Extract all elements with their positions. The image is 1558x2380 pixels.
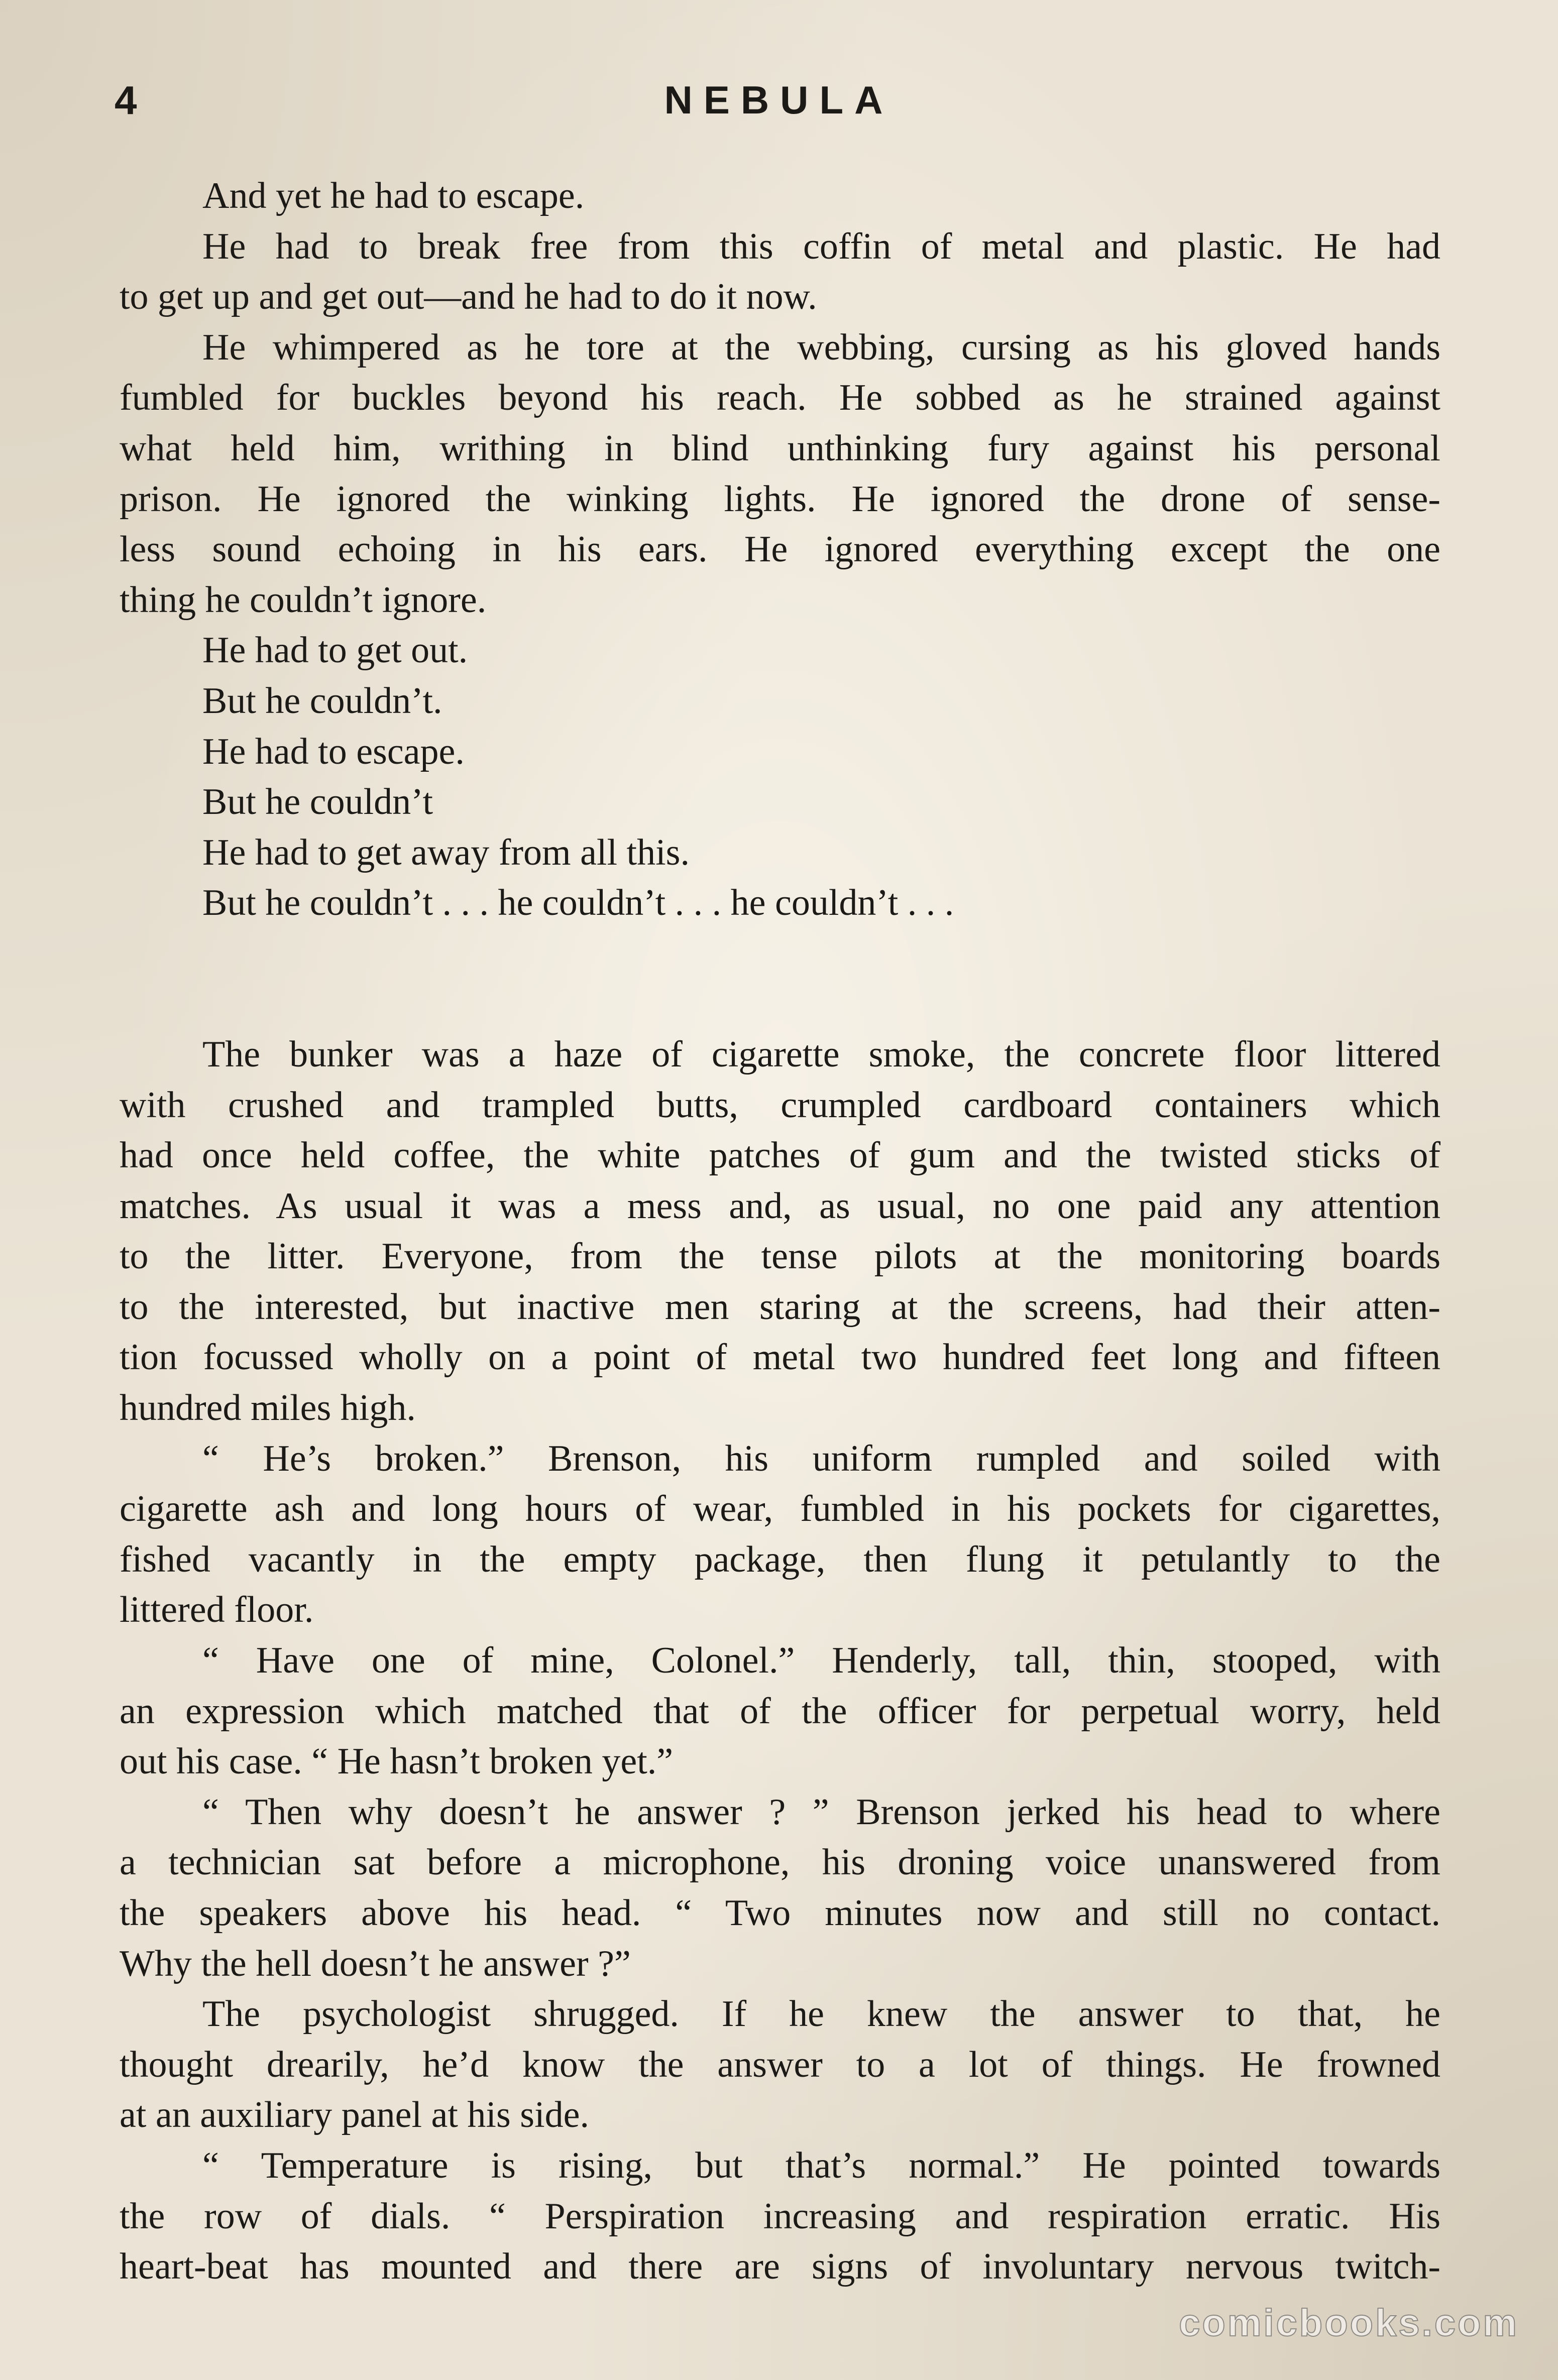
text-line: to get up and get out—and he had to do it now. bbox=[120, 276, 817, 318]
running-head-title: NEBULA bbox=[664, 78, 894, 122]
text-line: matches. As usual it was a mess and, as usual, no one paid any attention bbox=[120, 1185, 1440, 1227]
text-line: The bunker was a haze of cigarette smoke, the concrete floor littered bbox=[202, 1033, 1440, 1075]
section-break bbox=[120, 928, 1440, 1029]
text-line: a technician sat before a microphone, his droning voice unanswered from bbox=[120, 1842, 1440, 1883]
text-line: the row of dials. “ Perspiration increasing and respiration erratic. His bbox=[120, 2195, 1440, 2237]
text-line: He had to break free from this coffin of metal and plastic. He had bbox=[202, 225, 1440, 267]
text-line: He whimpered as he tore at the webbing, cursing as his gloved hands bbox=[202, 326, 1440, 368]
text-line: to the interested, but inactive men staring at the screens, had their atten- bbox=[120, 1286, 1440, 1328]
watermark: comicbooks.com bbox=[1179, 2302, 1519, 2344]
text-line: But he couldn’t. bbox=[202, 680, 442, 722]
text-line: out his case. “ He hasn’t broken yet.” bbox=[120, 1741, 674, 1782]
text-line: But he couldn’t bbox=[202, 781, 433, 823]
text-line: what held him, writhing in blind unthinking fury against his personal bbox=[120, 427, 1440, 469]
text-line: He had to get away from all this. bbox=[202, 831, 690, 873]
text-line: heart-beat has mounted and there are signs of involuntary nervous twitch- bbox=[120, 2246, 1440, 2288]
text-line: to the litter. Everyone, from the tense pilots at the monitoring boards bbox=[120, 1236, 1440, 1277]
text-line: Why the hell doesn’t he answer ?” bbox=[120, 1943, 631, 1984]
page-number: 4 bbox=[115, 78, 137, 123]
text-line: And yet he had to escape. bbox=[202, 175, 585, 216]
text-line: fumbled for buckles beyond his reach. He sobbed as he strained against bbox=[120, 377, 1440, 419]
text-line: cigarette ash and long hours of wear, fumbled in his pockets for cigarettes, bbox=[120, 1488, 1440, 1530]
text-line: “ Temperature is rising, but that’s normal.” He pointed towards bbox=[202, 2145, 1440, 2186]
text-line: prison. He ignored the winking lights. He ignored the drone of sense- bbox=[120, 478, 1440, 520]
text-line: “ Then why doesn’t he answer ? ” Brenson jerked his head to where bbox=[202, 1791, 1440, 1833]
text-line: littered floor. bbox=[120, 1589, 314, 1631]
text-line: thought drearily, he’d know the answer to a lot of things. He frowned bbox=[120, 2044, 1440, 2085]
text-line: had once held coffee, the white patches of gum and the twisted sticks of bbox=[120, 1135, 1440, 1176]
text-line: an expression which matched that of the officer for perpetual worry, held bbox=[120, 1690, 1440, 1732]
text-line: tion focussed wholly on a point of metal two hundred feet long and fifteen bbox=[120, 1337, 1440, 1378]
text-line: He had to escape. bbox=[202, 731, 465, 772]
text-line: hundred miles high. bbox=[120, 1387, 416, 1429]
text-line: But he couldn’t . . . he couldn’t . . . he couldn’t . . . bbox=[202, 882, 954, 924]
text-line: thing he couldn’t ignore. bbox=[120, 579, 487, 621]
body-text bbox=[120, 171, 1440, 2292]
text-line: at an auxiliary panel at his side. bbox=[120, 2094, 589, 2136]
text-line: The psychologist shrugged. If he knew the answer to that, he bbox=[202, 1993, 1440, 2035]
text-line: “ Have one of mine, Colonel.” Henderly, tall, thin, stooped, with bbox=[202, 1640, 1440, 1682]
text-line: less sound echoing in his ears. He ignored everything except the one bbox=[120, 529, 1440, 570]
text-line: He had to get out. bbox=[202, 630, 468, 671]
text-line: the speakers above his head. “ Two minutes now and still no contact. bbox=[120, 1892, 1440, 1934]
text-line: fished vacantly in the empty package, then flung it petulantly to the bbox=[120, 1538, 1440, 1580]
text-line: with crushed and trampled butts, crumpled cardboard containers which bbox=[120, 1084, 1440, 1126]
text-line: “ He’s broken.” Brenson, his uniform rumpled and soiled with bbox=[202, 1438, 1440, 1479]
